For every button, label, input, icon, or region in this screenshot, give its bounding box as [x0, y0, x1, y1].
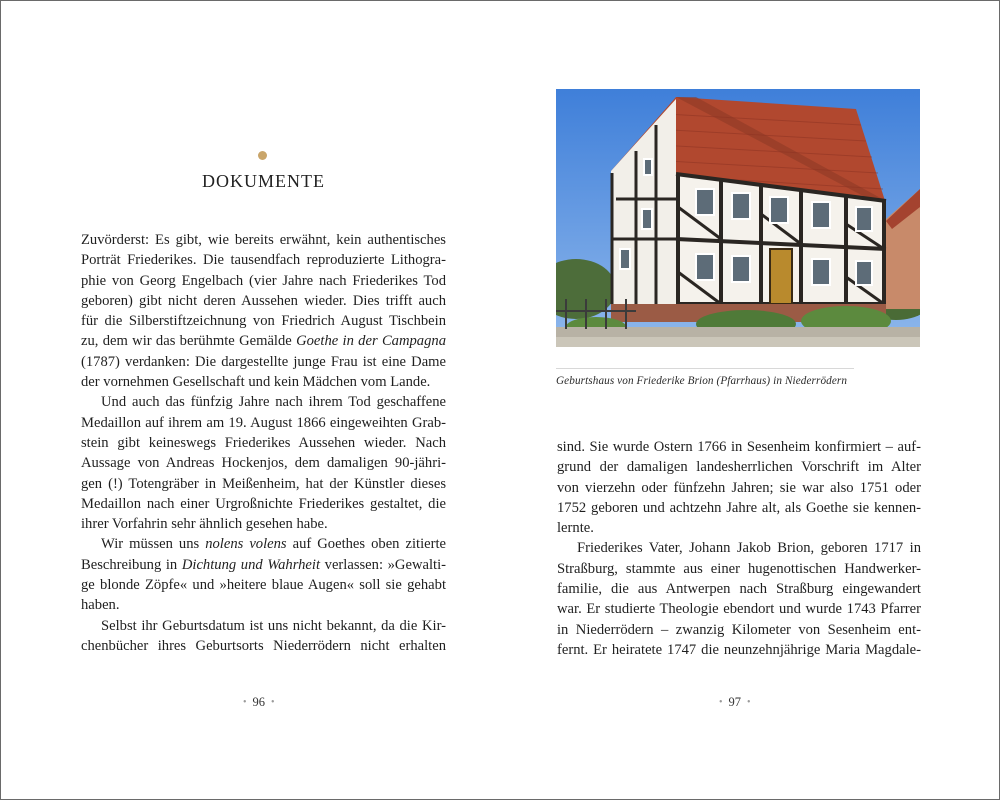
page-number-text: 97	[728, 695, 742, 709]
text-line	[81, 555, 446, 575]
text-run: Medaillon auf ihrem am 19. August 1866 eingeweihten Grab-	[81, 414, 446, 431]
text-line	[81, 413, 446, 433]
left-body-text	[81, 230, 446, 656]
text-line	[81, 392, 446, 412]
text-run: familie, die aus Antwerpen nach Straßburg eingewandert	[557, 581, 921, 598]
folio-dot-icon: •	[719, 697, 723, 708]
text-line	[557, 640, 921, 660]
text-run: Medaillon nach einer Urgroßnichte Friederikes gestaltet, die	[81, 495, 446, 512]
text-line	[81, 453, 446, 473]
left-page	[1, 1, 501, 801]
text-run: (1787) verdanken: Die dargestellte junge Frau ist eine Dame	[81, 353, 446, 370]
text-run: Wir müssen uns	[101, 536, 206, 553]
text-run: sind. Sie wurde Ostern 1766 in Sesenheim konfirmiert – auf-	[557, 439, 921, 455]
text-line	[81, 331, 446, 351]
text-run: Beschreibung in	[81, 556, 182, 573]
text-run: 1752 geboren und achtzehn Jahre alt, als Goethe sie kennen-	[557, 499, 921, 516]
text-run: chenbücher ihres Geburtsorts Niederrödern nicht erhalten	[81, 637, 446, 654]
italic-text: Goethe in der Campagna	[296, 333, 446, 350]
text-line	[81, 534, 446, 554]
text-run: stein gibt keineswegs Friederikes Aussehen wieder. Nach	[81, 434, 446, 451]
caption-rule	[556, 368, 854, 369]
page-number-right	[713, 695, 757, 710]
text-line	[557, 518, 921, 538]
text-line	[81, 271, 446, 291]
text-line	[557, 478, 921, 498]
text-run: geboren) gibt nicht deren Aussehen wieder. Dies trifft auch	[81, 292, 446, 309]
text-line	[81, 575, 446, 595]
text-line	[557, 620, 921, 640]
text-run: war. Er studierte Theologie ebendort und wurde 1743 Pfarrer	[557, 601, 921, 618]
text-run: Aussage von Andreas Hockenjos, dem damaligen 90-jähri-	[81, 455, 446, 472]
text-line	[557, 498, 921, 518]
folio-dot-icon: •	[747, 697, 751, 708]
text-line	[557, 538, 921, 558]
page-number-left	[237, 695, 281, 710]
text-run: Selbst ihr Geburtsdatum ist uns nicht bekannt, da die Kir-	[101, 617, 446, 634]
text-line	[81, 311, 446, 331]
half-timbered-house-photo	[556, 89, 920, 347]
text-run: in Niederrödern – zwanzig Kilometer von Sesenheim ent-	[557, 621, 921, 638]
text-run: ge blonde Zöpfe« und »heitere blaue Augen« soll sie gehabt	[81, 577, 446, 594]
text-run: Friederikes Vater, Johann Jakob Brion, geboren 1717 in	[577, 540, 921, 557]
text-run: verlassen: »Gewalti-	[320, 556, 446, 573]
text-line	[81, 250, 446, 270]
text-line	[81, 474, 446, 494]
text-line	[81, 230, 446, 250]
page-number-text: 96	[252, 695, 266, 709]
text-line	[81, 616, 446, 636]
text-line	[557, 457, 921, 477]
text-run: für die Silberstiftzeichnung von Friedrich August Tischbein	[81, 313, 446, 330]
right-body-text	[557, 437, 921, 660]
text-line	[81, 352, 446, 372]
text-line	[81, 636, 446, 656]
folio-dot-icon: •	[243, 697, 247, 708]
folio-dot-icon: •	[271, 697, 275, 708]
text-run: Und auch das fünfzig Jahre nach ihrem Tod geschaffene	[101, 394, 446, 411]
text-line	[557, 579, 921, 599]
text-run: Straßburg, stammte aus einer hugenottischen Handwerker-	[557, 560, 921, 577]
text-run: von vierzehn oder fünfzehn Jahren; sie war also 1751 oder	[557, 479, 921, 496]
text-run: phie von Georg Engelbach (vier Jahre nach Friederikes Tod	[81, 272, 446, 289]
text-run: auf Goethes oben zitierte	[286, 536, 446, 553]
text-run: lernte.	[557, 520, 594, 537]
ornament-dot-icon	[258, 151, 267, 160]
text-line	[81, 494, 446, 514]
text-run: ihrer Vorfahrin sehr ähnlich gesehen habe.	[81, 516, 328, 533]
text-line	[81, 514, 446, 534]
chapter-title: DOKUMENTE	[202, 171, 325, 191]
text-line	[557, 437, 921, 457]
italic-text: Dichtung und Wahrheit	[181, 556, 321, 573]
text-run: gen (!) Totengräber in Meißenheim, hat der Künstler dieses	[81, 475, 446, 492]
text-run: Porträt Friederikes. Die tausendfach reproduzierte Lithogra-	[81, 252, 446, 269]
text-run: der vornehmen Gesellschaft und kein Mädchen vom Lande.	[81, 374, 431, 391]
text-line	[81, 291, 446, 311]
text-run: haben.	[81, 597, 120, 614]
text-run: zu, dem wir das berühmte Gemälde	[81, 333, 297, 350]
italic-text: nolens volens	[205, 536, 287, 553]
text-line	[81, 433, 446, 453]
text-line	[81, 595, 446, 615]
text-line	[557, 599, 921, 619]
text-line	[81, 372, 446, 392]
text-run: fernt. Er heiratete 1747 die neunzehnjährige Maria Magdale-	[557, 641, 921, 658]
text-line	[557, 559, 921, 579]
text-run: Zuvörderst: Es gibt, wie bereits erwähnt, kein authentisches	[81, 232, 446, 248]
text-run: grund der damaligen landesherrlichen Vorschrift im Alter	[557, 459, 921, 476]
photo-caption: Geburtshaus von Friederike Brion (Pfarrhaus) in Niederrödern	[556, 375, 848, 387]
